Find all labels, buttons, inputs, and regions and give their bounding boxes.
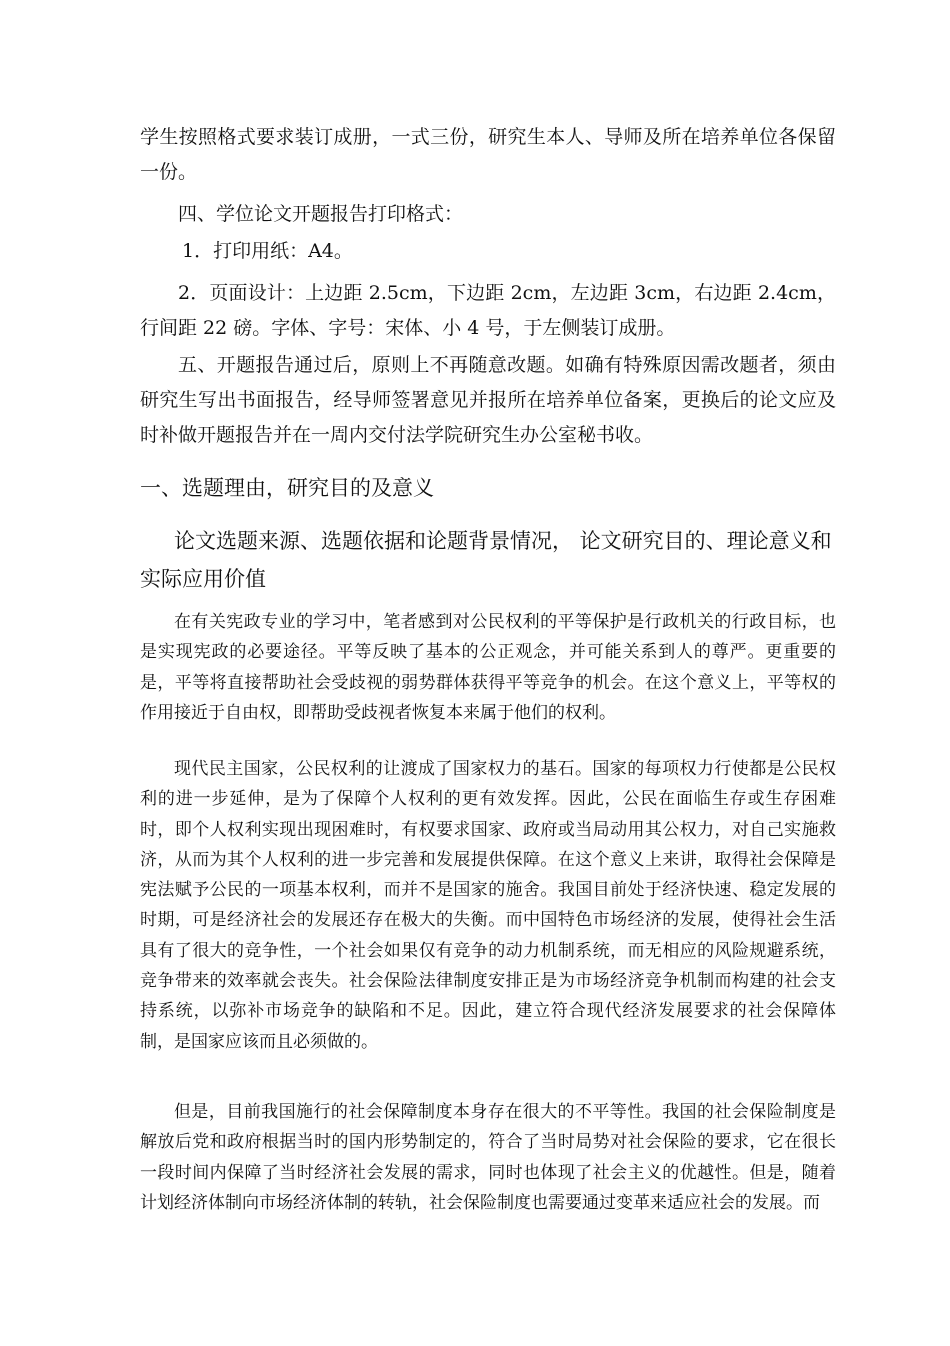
paragraph-print-format-title: 四、学位论文开题报告打印格式： bbox=[178, 203, 464, 225]
subheading: 论文选题来源、选题依据和论题背景情况， 论文研究目的、理论意义和实际应用价值 bbox=[140, 529, 832, 591]
body-paragraph-social-security: 现代民主国家，公民权利的让渡成了国家权力的基石。国家的每项权力行使都是公民权利的进一步延伸，是为了保障个人权利的更有效发挥。因此，公民在面临生存或生存困难时，即个人权利实现出现困难时，有权要求国家、政府或当局动用其公权力，对自己实施救济，从而为其个人权利的进一步完善和发展提供保障。在这个意义上来讲，取得社会保障是宪法赋予公民的一项基本权利，而并不是国家的施舍。我国目前处于经济快速、稳定发展的时期，可是经济社会的发展还存在极大的失衡。而中国特色市场经济的发展，使得社会生活具有了很大的竞争性，一个社会如果仅有竞争的动力机制系统，而无相应的风险规避系统，竞争带来的效率就会丧失。社会保险法律制度安排正是为市场经济竞争机制而构建的社会支持系统，以弥补市场竞争的缺陷和不足。因此，建立符合现代经济发展要求的社会保障体制，是国家应该而且必须做的。 bbox=[140, 759, 836, 1052]
body-paragraph-inequality: 但是，目前我国施行的社会保障制度本身存在很大的不平等性。我国的社会保险制度是解放后党和政府根据当时的国内形势制定的，符合了当时局势对社会保险的要求，它在很长一段时间内保障了当时经济社会发展的需求，同时也体现了社会主义的优越性。但是，随着计划经济体制向市场经济体制的转轨，社会保险制度也需要通过变革来适应社会的发展。而 bbox=[140, 1102, 836, 1213]
paragraph-paper-size: 1．打印用纸：A4。 bbox=[182, 240, 353, 262]
body-paragraph-equality: 在有关宪政专业的学习中，笔者感到对公民权利的平等保护是行政机关的行政目标，也是实现宪政的必要途径。平等反映了基本的公正观念，并可能关系到人的尊严。更重要的是，平等将直接帮助社会受歧视的弱势群体获得平等竞争的机会。在这个意义上，平等权的作用接近于自由权，即帮助受歧视者恢复本来属于他们的权利。 bbox=[140, 612, 836, 723]
paragraph-binding-copies: 学生按照格式要求装订成册，一式三份，研究生本人、导师及所在培养单位各保留一份。 bbox=[140, 126, 836, 183]
paragraph-page-design: 2．页面设计：上边距 2.5cm，下边距 2cm，左边距 3cm，右边距 2.4cm，行间距 22 磅。字体、字号：宋体、小 4 号，于左侧装订成册。 bbox=[140, 282, 836, 339]
paragraph-topic-change: 五、开题报告通过后，原则上不再随意改题。如确有特殊原因需改题者，须由研究生写出书面报告，经导师签署意见并报所在培养单位备案，更换后的论文应及时补做开题报告并在一周内交付法学院研究生办公室秘书收。 bbox=[140, 354, 836, 446]
section-heading: 一、选题理由，研究目的及意义 bbox=[140, 476, 434, 500]
